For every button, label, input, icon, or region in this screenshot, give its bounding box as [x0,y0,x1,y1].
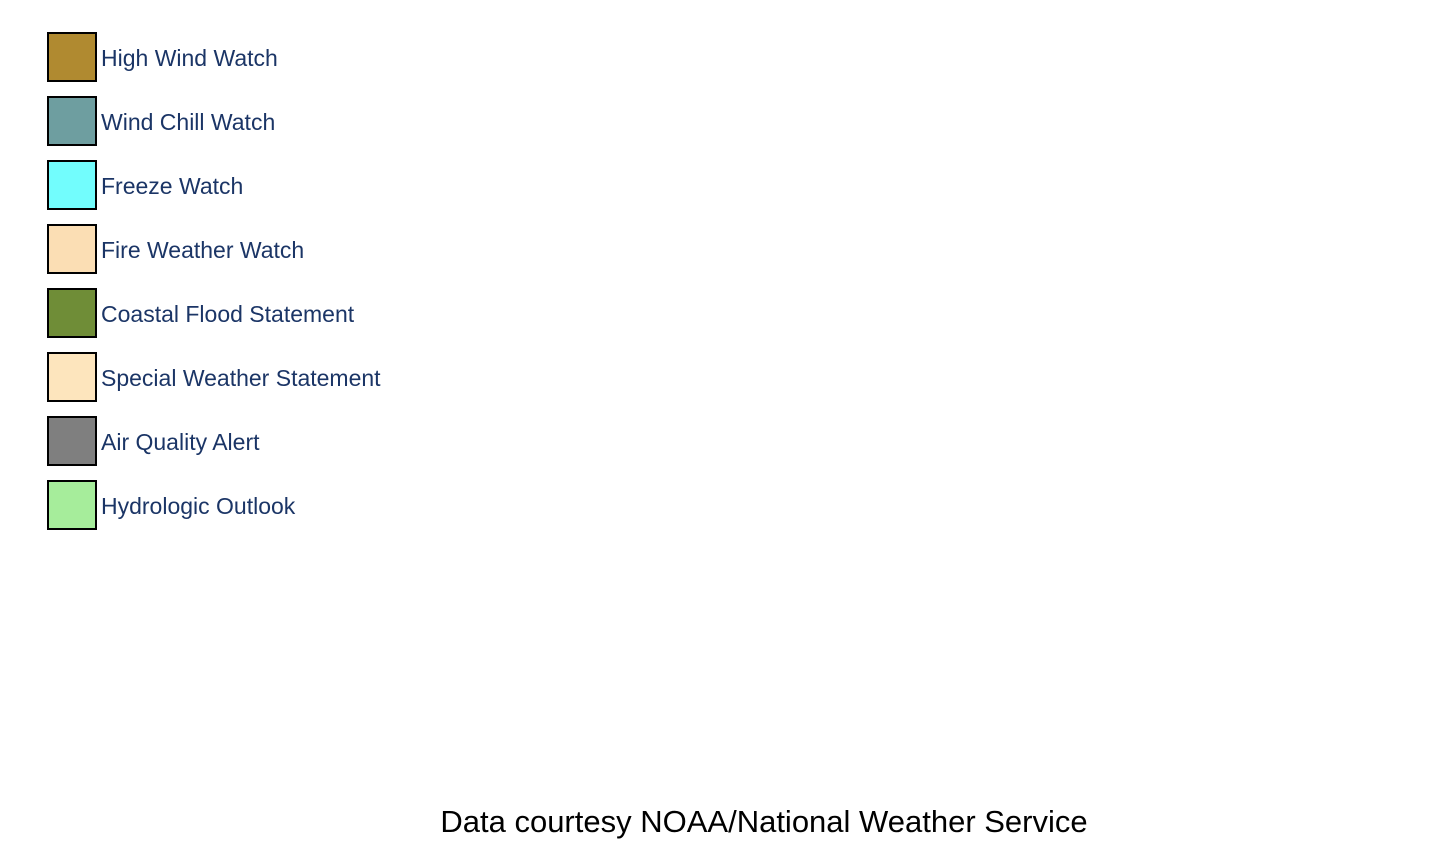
swatch-icon [47,352,97,402]
legend-label: Freeze Watch [101,172,244,199]
alert-legend [47,32,381,544]
legend-label: Wind Chill Watch [101,108,276,135]
data-credit: Data courtesy NOAA/National Weather Service [440,804,1088,839]
legend-label: Fire Weather Watch [101,236,305,263]
legend-item-hydrologic-outlook [47,480,381,530]
swatch-icon [47,32,97,82]
legend-label: Special Weather Statement [101,364,381,391]
legend-label: Coastal Flood Statement [101,300,355,327]
swatch-icon [47,288,97,338]
legend-item-wind-chill-watch [47,96,381,146]
swatch-icon [47,96,97,146]
swatch-icon [47,480,97,530]
legend-label: Air Quality Alert [101,428,260,455]
legend-item-fire-weather-watch [47,224,381,274]
legend-label: Hydrologic Outlook [101,492,296,519]
legend-item-special-weather-statement [47,352,381,402]
legend-label: High Wind Watch [101,44,278,71]
swatch-icon [47,416,97,466]
legend-item-freeze-watch [47,160,381,210]
legend-item-coastal-flood-statement [47,288,381,338]
swatch-icon [47,160,97,210]
legend-item-high-wind-watch [47,32,381,82]
legend-item-air-quality-alert [47,416,381,466]
swatch-icon [47,224,97,274]
